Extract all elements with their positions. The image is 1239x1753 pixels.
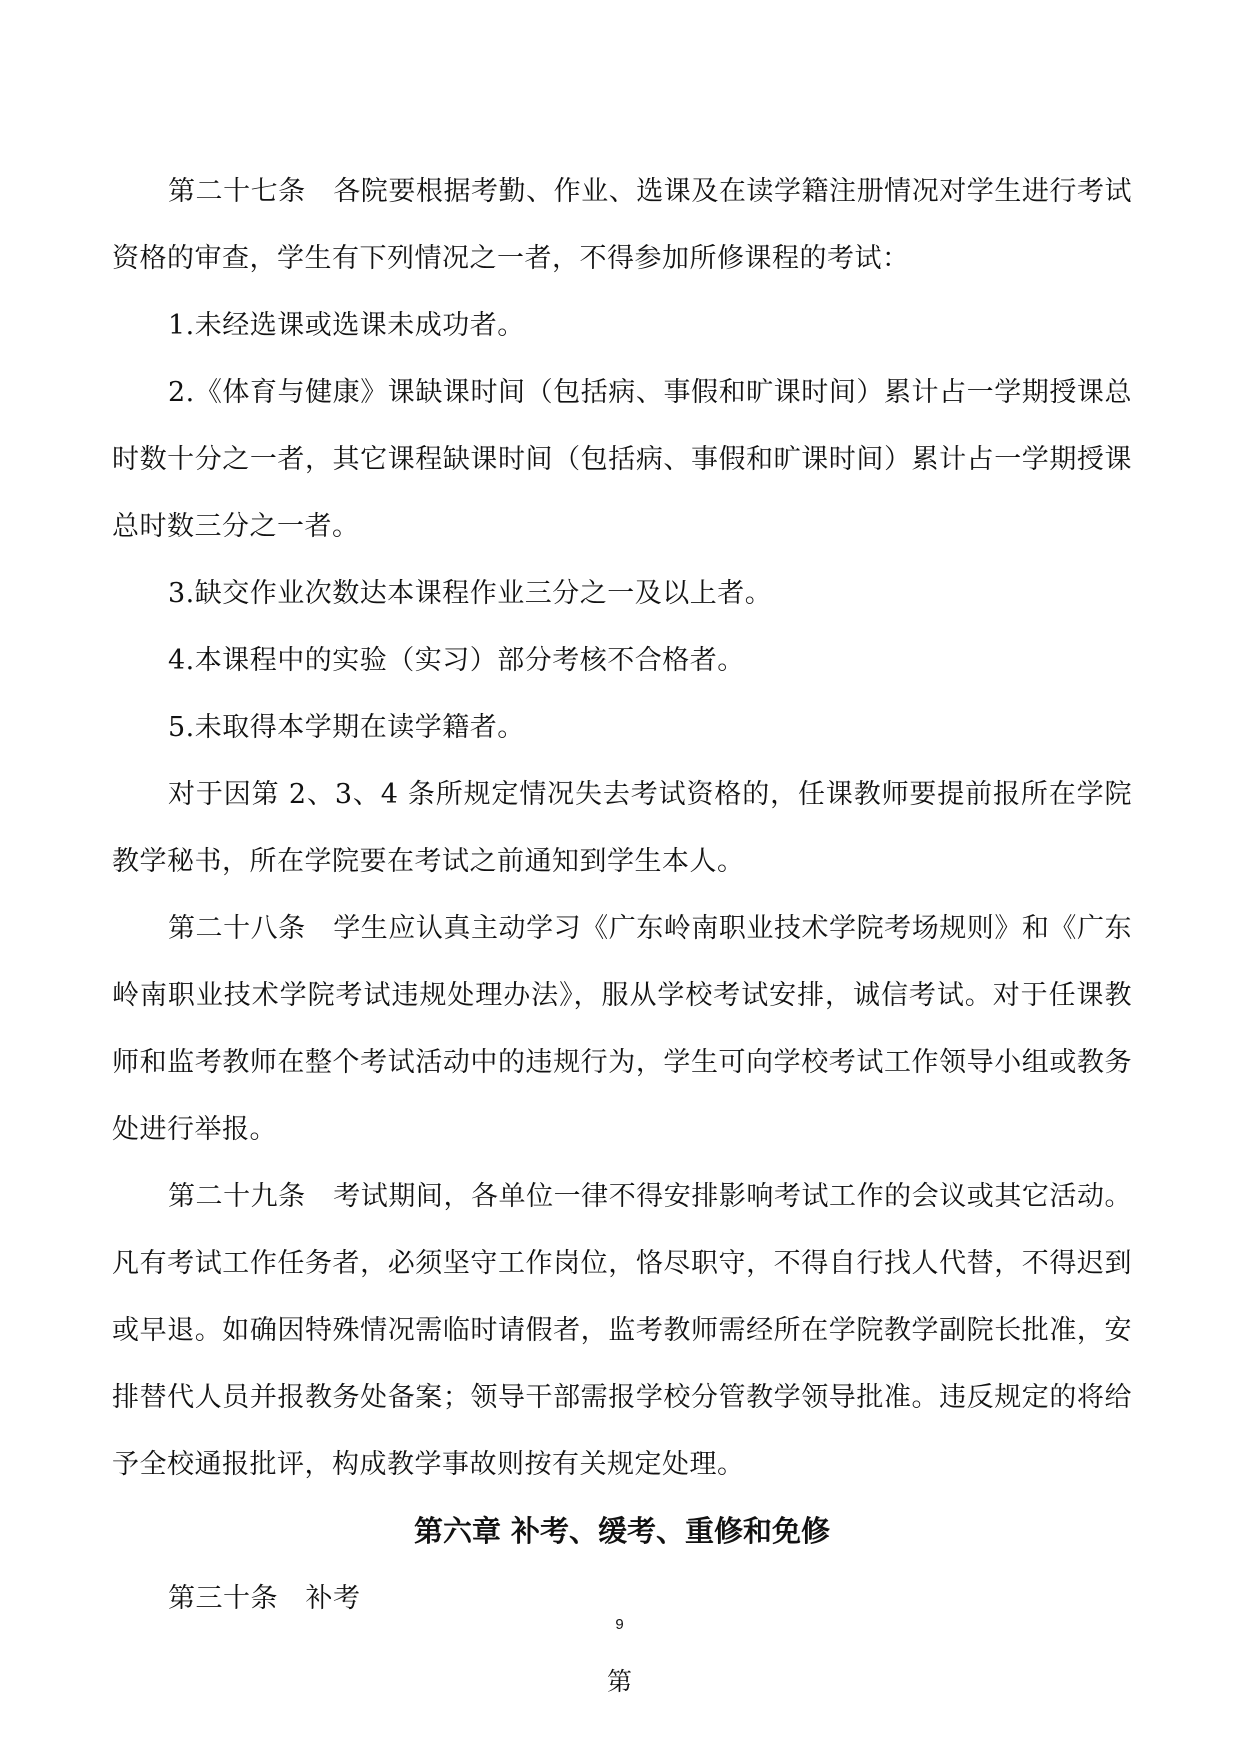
footer-text: 第 [606, 1667, 632, 1696]
article-30-heading: 第三十条 补考 [168, 1583, 361, 1614]
article-27-note: 对于因第 2、3、4 条所规定情况失去考试资格的，任课教师要提前报所在学院教学秘书，所在学院要在考试之前通知到学生本人。 [112, 779, 1132, 877]
article-27-intro: 第二十七条 各院要根据考勤、作业、选课及在读学籍注册情况对学生进行考试资格的审查，学生有下列情况之一者，不得参加所修课程的考试： [112, 176, 1132, 274]
article-27-item-1: 1.未经选课或选课未成功者。 [168, 310, 525, 341]
article-27-item-5: 5.未取得本学期在读学籍者。 [168, 712, 525, 743]
article-27-item-4: 4.本课程中的实验（实习）部分考核不合格者。 [168, 645, 745, 676]
page-number: 9 [615, 1616, 624, 1633]
chapter-6-heading: 第六章 补考、缓考、重修和免修 [413, 1514, 831, 1548]
page-content [112, 158, 1132, 1632]
article-27-item-2: 2.《体育与健康》课缺课时间（包括病、事假和旷课时间）累计占一学期授课总时数十分之一者，其它课程缺课时间（包括病、事假和旷课时间）累计占一学期授课总时数三分之一者。 [112, 377, 1132, 542]
article-27-item-3: 3.缺交作业次数达本课程作业三分之一及以上者。 [168, 578, 773, 609]
article-29: 第二十九条 考试期间，各单位一律不得安排影响考试工作的会议或其它活动。凡有考试工作任务者，必须坚守工作岗位，恪尽职守，不得自行找人代替，不得迟到或早退。如确因特殊情况需临时请假者，监考教师需经所在学院教学副院长批准，安排替代人员并报教务处备案；领导干部需报学校分管教学领导批准。违反规定的将给予全校通报批评，构成教学事故则按有关规定处理。 [112, 1181, 1132, 1480]
article-28: 第二十八条 学生应认真主动学习《广东岭南职业技术学院考场规则》和《广东岭南职业技术学院考试违规处理办法》，服从学校考试安排，诚信考试。对于任课教师和监考教师在整个考试活动中的违规行为，学生可向学校考试工作领导小组或教务处进行举报。 [112, 913, 1132, 1145]
